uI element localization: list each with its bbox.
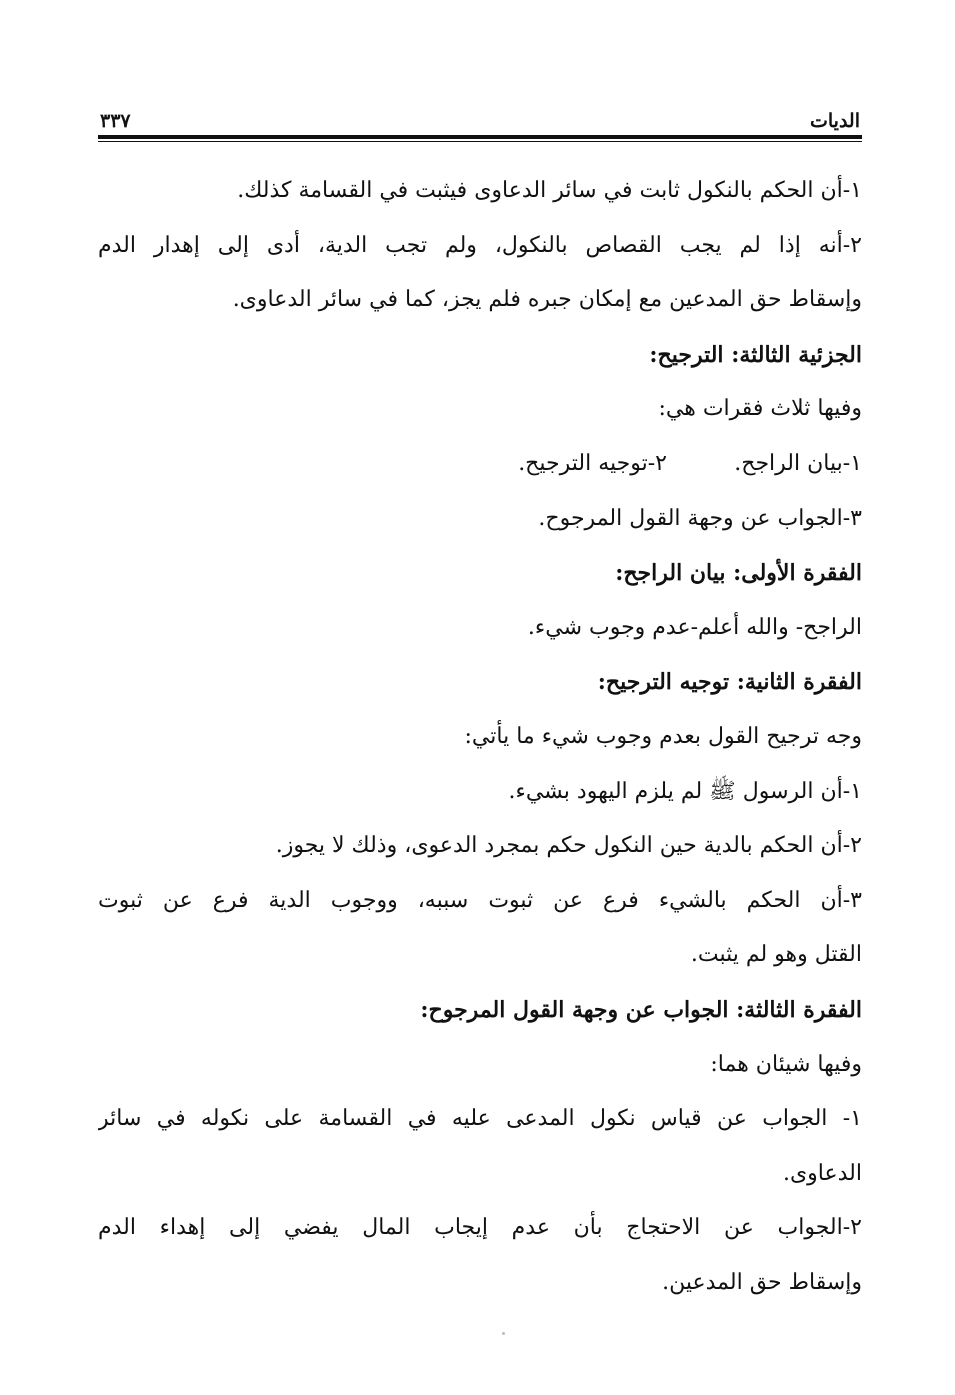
- text-line: وإسقاط حق المدعين مع إمكان جبره فلم يجز، كما في سائر الدعاوى.: [232, 287, 862, 313]
- text-line: الدعاوى.: [782, 1160, 862, 1186]
- page-body: [98, 164, 862, 1310]
- text-line: ٣-أن الحكم بالشيء فرع عن ثبوت سببه، ووجوب الدية فرع عن ثبوت: [98, 887, 862, 913]
- text-line: الراجح- والله أعلم-عدم وجوب شيء.: [527, 614, 862, 640]
- text-line: ٢-الجواب عن الاحتجاج بأن عدم إيجاب المال يفضي إلى إهداء الدم: [98, 1215, 862, 1241]
- text-line: ١- الجواب عن قياس نكول المدعى عليه في القسامة على نكوله في سائر: [98, 1106, 862, 1132]
- section-heading: الفقرة الثانية: توجيه الترجيح:: [597, 669, 862, 696]
- chapter-title: الديات: [809, 110, 860, 132]
- section-heading: الفقرة الأولى: بيان الراجح:: [615, 560, 862, 587]
- scan-speck: [502, 1332, 505, 1335]
- section-heading: الجزئية الثالثة: الترجيح:: [649, 341, 862, 368]
- text-line: وفيها ثلاث فقرات هي:: [658, 396, 862, 422]
- text-line: القتل وهو لم يثبت.: [690, 942, 862, 968]
- header-rule-thin: [98, 141, 862, 142]
- running-header: [98, 108, 862, 132]
- section-heading: الفقرة الثالثة: الجواب عن وجهة القول المرجوح:: [420, 996, 862, 1023]
- list-item: ١-بيان الراجح.: [734, 450, 862, 476]
- list-item: ٢-توجيه الترجيح.: [518, 450, 667, 476]
- text-line: وفيها شيئان هما:: [710, 1051, 862, 1077]
- text-line: ٢-أن الحكم بالدية حين النكول حكم بمجرد الدعوى، وذلك لا يجوز.: [275, 833, 862, 859]
- text-line: [98, 437, 862, 492]
- text-line: ١-أن الرسول ﷺ لم يلزم اليهود بشيء.: [508, 778, 862, 804]
- text-line: ٣-الجواب عن وجهة القول المرجوح.: [538, 505, 862, 531]
- text-line: وجه ترجيح القول بعدم وجوب شيء ما يأتي:: [464, 723, 862, 749]
- text-line: وإسقاط حق المدعين.: [662, 1269, 862, 1295]
- text-line: ١-أن الحكم بالنكول ثابت في سائر الدعاوى فيثبت في القسامة كذلك.: [237, 178, 862, 203]
- text-line: ٢-أنه إذا لم يجب القصاص بالنكول، ولم تجب الدية، أدى إلى إهدار الدم: [98, 232, 862, 258]
- page-number: ٣٣٧: [100, 110, 131, 132]
- header-rule-thick: [98, 135, 862, 139]
- book-page: [98, 108, 862, 1310]
